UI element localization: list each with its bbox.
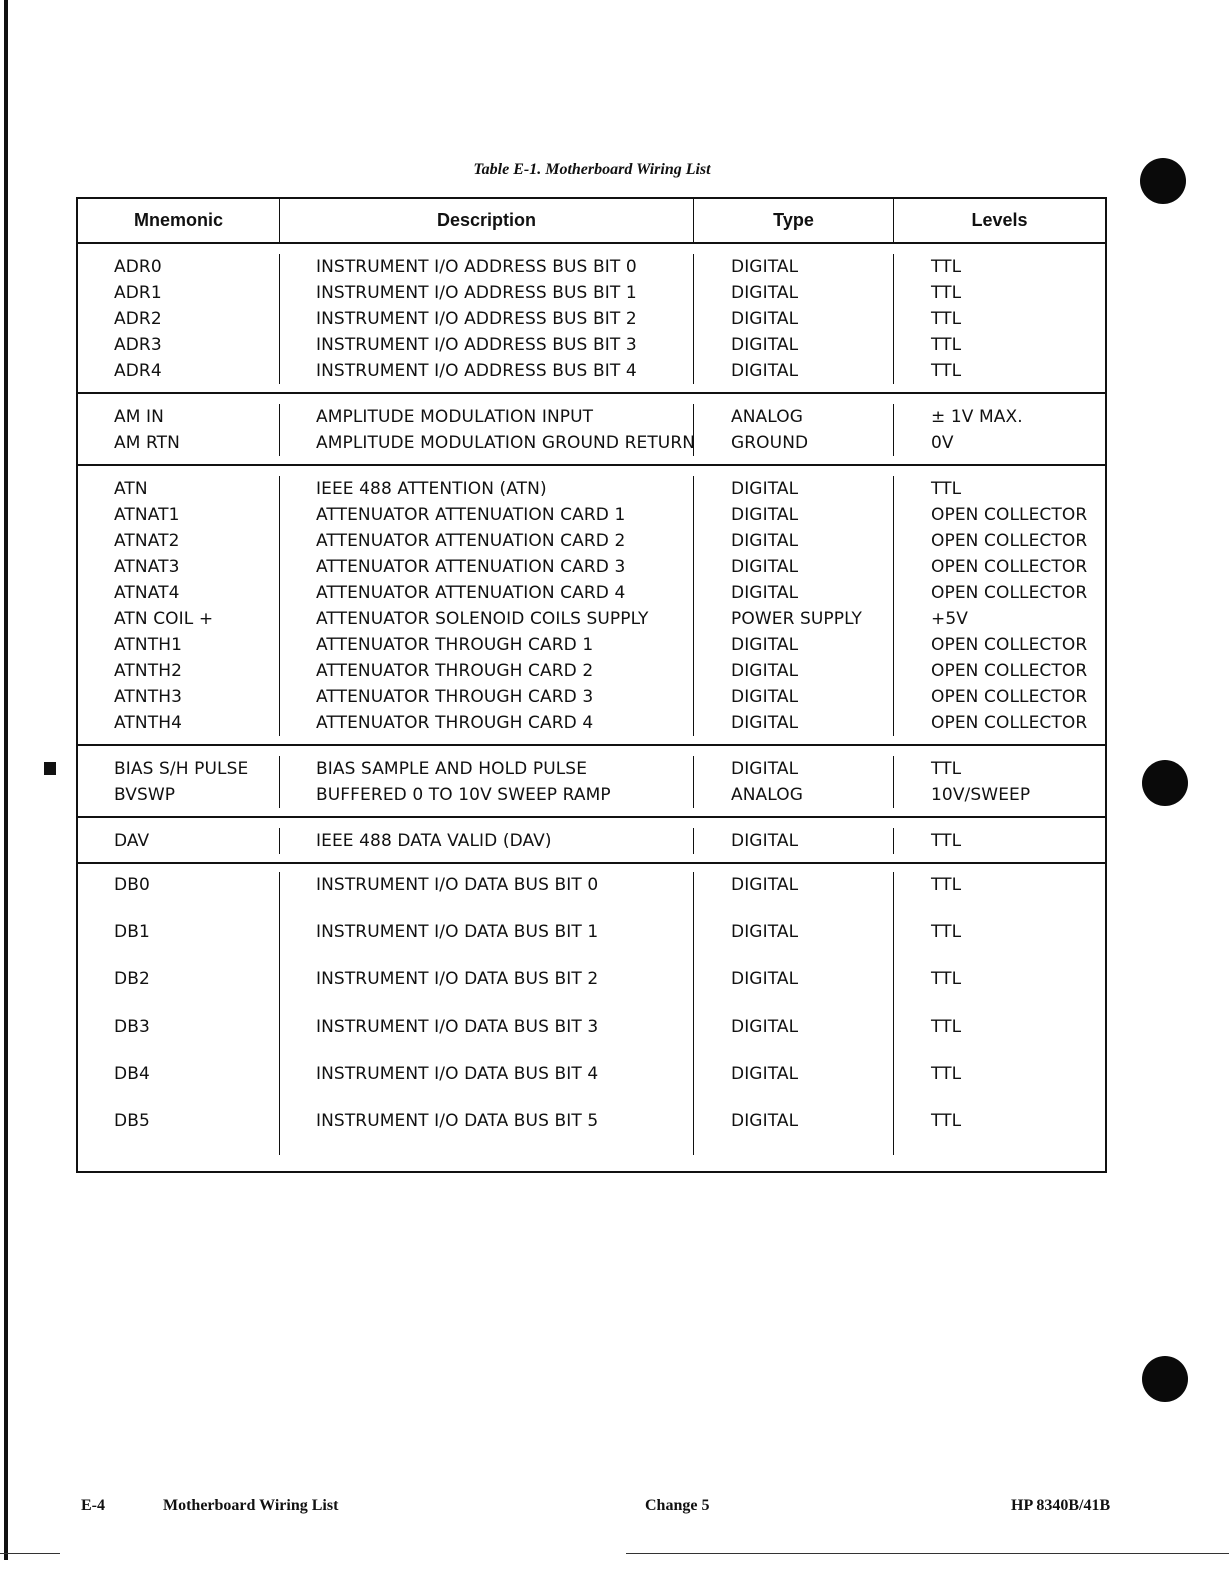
levels-cell: OPEN COLLECTOR (931, 661, 1088, 681)
table-row-group (78, 746, 1105, 818)
levels-cell: TTL (931, 1110, 962, 1131)
mnemonic-cell: ADR0 (114, 257, 162, 277)
type-column (694, 404, 894, 456)
levels-column (894, 254, 1105, 384)
levels-cell: OPEN COLLECTOR (931, 687, 1088, 707)
mnemonic-cell: DB3 (114, 1016, 150, 1037)
levels-column (894, 872, 1105, 1155)
description-cell: INSTRUMENT I/O ADDRESS BUS BIT 4 (316, 361, 637, 381)
mnemonic-cell: ATNAT2 (114, 531, 180, 551)
description-cell: AMPLITUDE MODULATION INPUT (316, 407, 594, 427)
mnemonic-cell: ATN COIL + (114, 609, 214, 629)
description-cell: ATTENUATOR ATTENUATION CARD 2 (316, 531, 626, 551)
mnemonic-cell: ATNTH3 (114, 687, 182, 707)
mnemonic-cell: ATNAT3 (114, 557, 180, 577)
type-cell: DIGITAL (731, 661, 799, 681)
type-column (694, 872, 894, 1155)
header-levels: Levels (971, 210, 1028, 230)
table-title: Table E-1. Motherboard Wiring List (473, 161, 711, 178)
bottom-rule-left (0, 1553, 60, 1554)
description-column (280, 404, 694, 456)
type-cell: DIGITAL (731, 1016, 799, 1037)
levels-cell: OPEN COLLECTOR (931, 713, 1088, 733)
type-cell: DIGITAL (731, 283, 799, 303)
type-cell: DIGITAL (731, 687, 799, 707)
punch-hole-bottom (1142, 1356, 1188, 1402)
levels-column (894, 756, 1105, 808)
type-cell: GROUND (731, 433, 809, 453)
type-cell: DIGITAL (731, 557, 799, 577)
description-cell: IEEE 488 ATTENTION (ATN) (316, 479, 547, 499)
mnemonic-cell: ATNTH1 (114, 635, 182, 655)
mnemonic-column (78, 872, 280, 1155)
description-cell: ATTENUATOR ATTENUATION CARD 3 (316, 557, 626, 577)
type-cell: ANALOG (731, 407, 803, 427)
description-cell: ATTENUATOR ATTENUATION CARD 4 (316, 583, 626, 603)
table-body (78, 244, 1105, 1171)
mnemonic-cell: ADR2 (114, 309, 162, 329)
description-cell: INSTRUMENT I/O DATA BUS BIT 1 (316, 922, 599, 943)
type-cell: DIGITAL (731, 635, 799, 655)
header-description: Description (280, 199, 694, 242)
mnemonic-cell: AM RTN (114, 433, 180, 453)
levels-cell: +5V (931, 609, 968, 629)
mnemonic-cell: ATN (114, 479, 148, 499)
description-cell: ATTENUATOR ATTENUATION CARD 1 (316, 505, 626, 525)
header-mnemonic: Mnemonic (78, 199, 280, 242)
levels-cell: TTL (931, 922, 962, 943)
table-header-row (78, 199, 1105, 244)
description-cell: INSTRUMENT I/O DATA BUS BIT 2 (316, 969, 599, 990)
description-cell: ATTENUATOR THROUGH CARD 3 (316, 687, 594, 707)
mnemonic-cell: DAV (114, 831, 150, 851)
mnemonic-cell: ADR3 (114, 335, 162, 355)
type-column (694, 476, 894, 736)
description-column (280, 872, 694, 1155)
table-row-group (78, 244, 1105, 394)
type-cell: DIGITAL (731, 759, 799, 779)
mnemonic-cell: ATNAT4 (114, 583, 180, 603)
description-cell: INSTRUMENT I/O DATA BUS BIT 4 (316, 1063, 599, 1084)
levels-cell: OPEN COLLECTOR (931, 635, 1088, 655)
description-cell: ATTENUATOR SOLENOID COILS SUPPLY (316, 609, 649, 629)
type-cell: DIGITAL (731, 335, 799, 355)
footer-page-number: E-4 (81, 1497, 105, 1514)
type-cell: DIGITAL (731, 583, 799, 603)
mnemonic-cell: ATNTH4 (114, 713, 182, 733)
type-cell: DIGITAL (731, 361, 799, 381)
footer-model: HP 8340B/41B (1011, 1497, 1111, 1514)
type-cell: DIGITAL (731, 531, 799, 551)
type-cell: DIGITAL (731, 831, 799, 851)
type-cell: DIGITAL (731, 257, 799, 277)
table-row-group (78, 466, 1105, 746)
type-cell: DIGITAL (731, 1063, 799, 1084)
levels-cell: TTL (931, 479, 962, 499)
levels-cell: TTL (931, 1063, 962, 1084)
levels-cell: TTL (931, 361, 962, 381)
type-column (694, 254, 894, 384)
mnemonic-column (78, 404, 280, 456)
mnemonic-column (78, 254, 280, 384)
type-cell: DIGITAL (731, 713, 799, 733)
mnemonic-cell: AM IN (114, 407, 164, 427)
description-column (280, 756, 694, 808)
type-column (694, 828, 894, 854)
mnemonic-cell: ATNTH2 (114, 661, 182, 681)
levels-cell: 10V/SWEEP (931, 785, 1031, 805)
type-cell: DIGITAL (731, 505, 799, 525)
type-column (694, 756, 894, 808)
mnemonic-cell: DB4 (114, 1063, 150, 1084)
binding-edge-line (4, 0, 8, 1560)
mnemonic-cell: DB5 (114, 1110, 150, 1131)
description-cell: INSTRUMENT I/O ADDRESS BUS BIT 1 (316, 283, 637, 303)
description-cell: ATTENUATOR THROUGH CARD 1 (316, 635, 594, 655)
description-cell: INSTRUMENT I/O DATA BUS BIT 0 (316, 875, 599, 895)
description-column (280, 254, 694, 384)
description-cell: BIAS SAMPLE AND HOLD PULSE (316, 759, 588, 779)
footer-section-title: Motherboard Wiring List (163, 1497, 339, 1514)
table-row-group (78, 394, 1105, 466)
type-cell: DIGITAL (731, 875, 799, 895)
levels-cell: TTL (931, 875, 962, 895)
type-cell: DIGITAL (731, 1110, 799, 1131)
type-cell: ANALOG (731, 785, 803, 805)
mnemonic-cell: BVSWP (114, 785, 176, 805)
levels-cell: OPEN COLLECTOR (931, 557, 1088, 577)
type-cell: DIGITAL (731, 479, 799, 499)
type-cell: DIGITAL (731, 922, 799, 943)
description-cell: INSTRUMENT I/O DATA BUS BIT 5 (316, 1110, 599, 1131)
description-cell: INSTRUMENT I/O DATA BUS BIT 3 (316, 1016, 599, 1037)
description-cell: AMPLITUDE MODULATION GROUND RETURN (316, 433, 696, 453)
levels-cell: TTL (931, 335, 962, 355)
levels-cell: TTL (931, 309, 962, 329)
description-cell: ATTENUATOR THROUGH CARD 2 (316, 661, 594, 681)
header-type: Type (694, 199, 894, 242)
type-cell: POWER SUPPLY (731, 609, 862, 629)
levels-cell: TTL (931, 257, 962, 277)
levels-cell: OPEN COLLECTOR (931, 583, 1088, 603)
type-cell: DIGITAL (731, 309, 799, 329)
footer-change: Change 5 (645, 1497, 710, 1514)
punch-hole-middle (1142, 760, 1188, 806)
mnemonic-cell: DB0 (114, 875, 150, 895)
table-row-group (78, 864, 1105, 1171)
levels-cell: 0V (931, 433, 954, 453)
mnemonic-cell: DB2 (114, 969, 150, 990)
description-cell: BUFFERED 0 TO 10V SWEEP RAMP (316, 785, 611, 805)
mnemonic-column (78, 756, 280, 808)
levels-cell: TTL (931, 969, 962, 990)
bottom-rule-right (626, 1553, 1229, 1554)
mnemonic-cell: DB1 (114, 922, 150, 943)
mnemonic-cell: ADR1 (114, 283, 162, 303)
levels-cell: ± 1V MAX. (931, 407, 1023, 427)
levels-column (894, 404, 1105, 456)
description-cell: INSTRUMENT I/O ADDRESS BUS BIT 3 (316, 335, 637, 355)
levels-cell: TTL (931, 759, 962, 779)
levels-cell: OPEN COLLECTOR (931, 531, 1088, 551)
mnemonic-cell: ATNAT1 (114, 505, 180, 525)
mnemonic-cell: BIAS S/H PULSE (114, 759, 249, 779)
wiring-table (76, 197, 1107, 1173)
description-column (280, 476, 694, 736)
levels-cell: TTL (931, 831, 962, 851)
levels-cell: TTL (931, 1016, 962, 1037)
description-cell: INSTRUMENT I/O ADDRESS BUS BIT 0 (316, 257, 637, 277)
table-row-group (78, 818, 1105, 864)
description-cell: ATTENUATOR THROUGH CARD 4 (316, 713, 594, 733)
description-cell: IEEE 488 DATA VALID (DAV) (316, 831, 552, 851)
mnemonic-column (78, 476, 280, 736)
type-cell: DIGITAL (731, 969, 799, 990)
description-column (280, 828, 694, 854)
description-cell: INSTRUMENT I/O ADDRESS BUS BIT 2 (316, 309, 637, 329)
change-bar-marker (44, 762, 56, 775)
mnemonic-column (78, 828, 280, 854)
levels-cell: OPEN COLLECTOR (931, 505, 1088, 525)
levels-cell: TTL (931, 283, 962, 303)
mnemonic-cell: ADR4 (114, 361, 162, 381)
levels-column (894, 476, 1105, 736)
levels-column (894, 828, 1105, 854)
